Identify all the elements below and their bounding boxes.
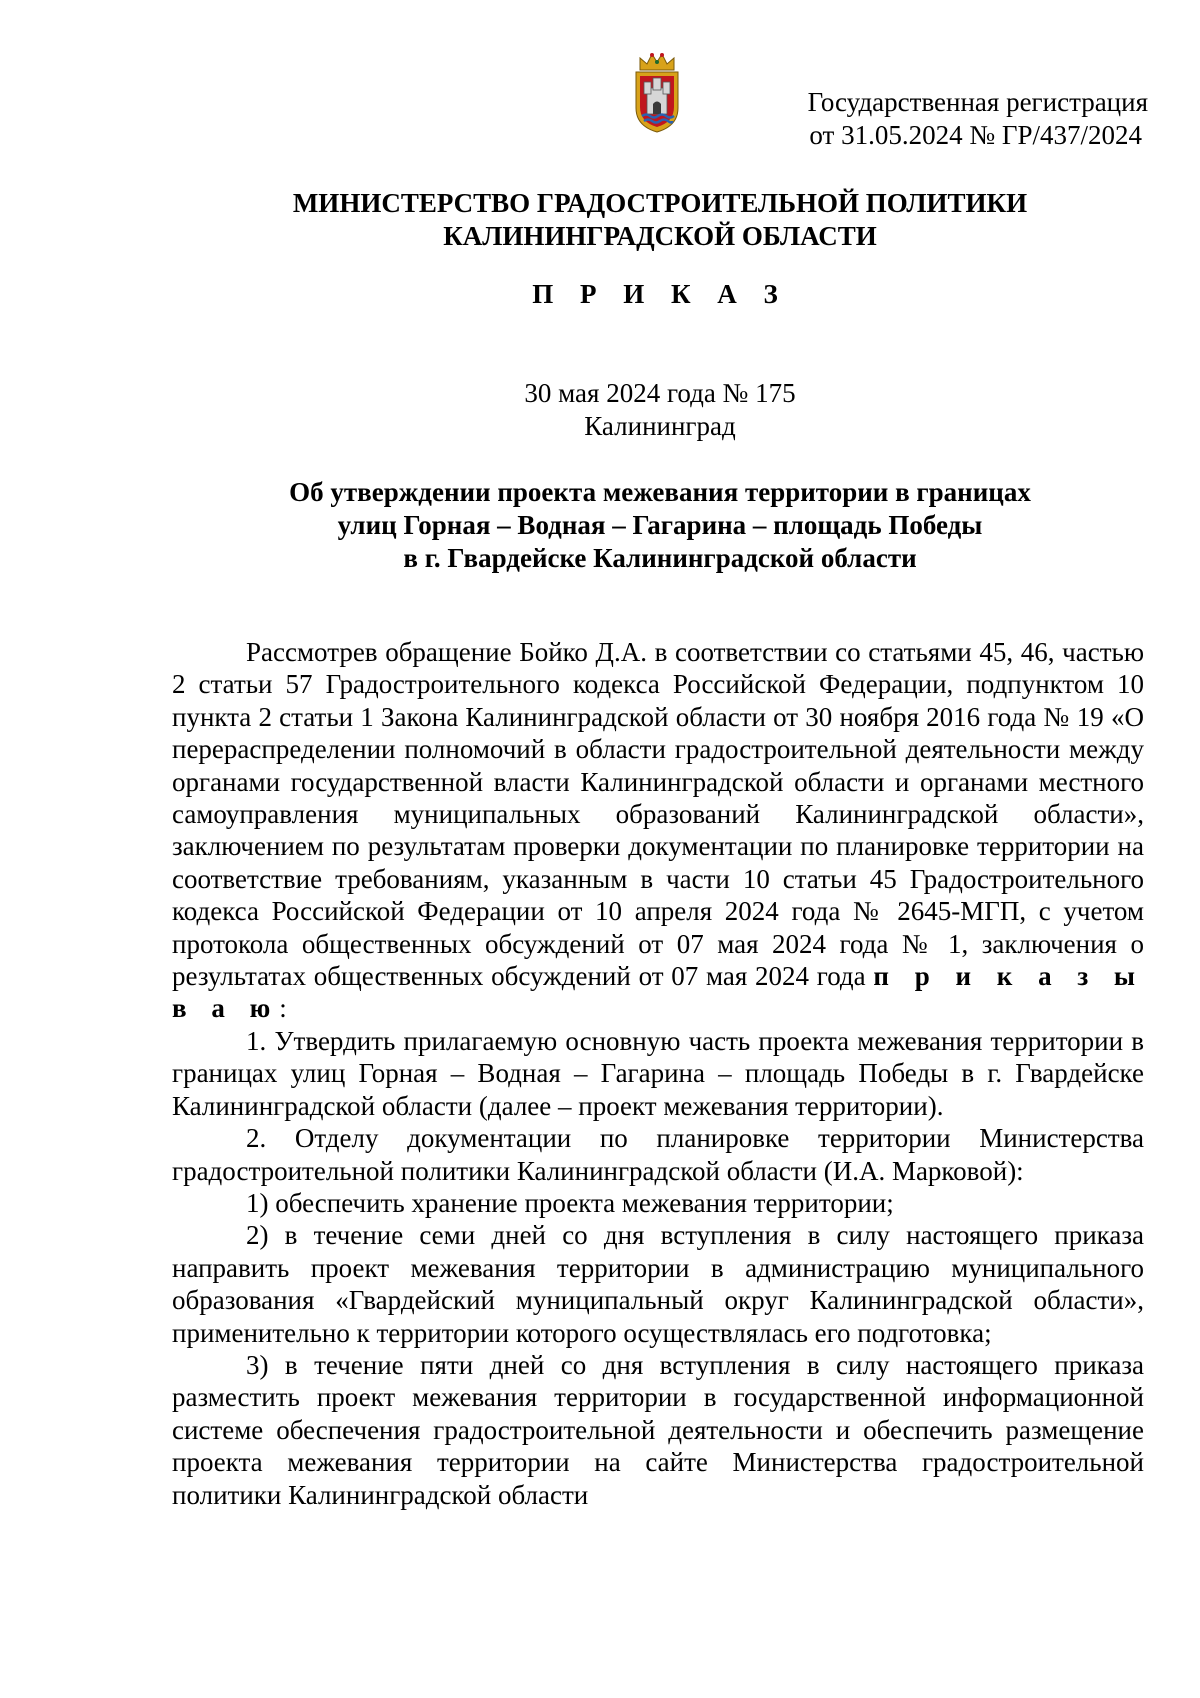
registration-stamp	[808, 86, 1148, 152]
order-word: п р и к а з ы в а ю	[172, 961, 1145, 1024]
ministry-title-line-2: КАЛИНИНГРАДСКОЙ ОБЛАСТИ	[443, 221, 877, 251]
order-body	[172, 636, 1144, 1511]
order-title: П Р И К А З	[532, 279, 788, 309]
order-date-block	[170, 377, 1150, 443]
item-2-subitem-1: 1) обеспечить хранение проекта межевания территории;	[246, 1187, 894, 1218]
ministry-title-line-1: МИНИСТЕРСТВО ГРАДОСТРОИТЕЛЬНОЙ ПОЛИТИКИ	[292, 188, 1028, 218]
item-2-subitem-2: 2) в течение семи дней со дня вступления в силу настоящего приказа направить проект межевания территории в администрацию муниципального образования «Гвардейский муниципальный округ Калининградской области», применительно к территории которого осуществлялась его подготовка;	[172, 1220, 1144, 1348]
order-subject-line-1: Об утверждении проекта межевания территории в границах	[289, 477, 1031, 507]
order-subject-line-3: в г. Гвардейске Калининградской области	[403, 543, 917, 573]
order-subject-line-2: улиц Горная – Водная – Гагарина – площадь Победы	[337, 510, 983, 540]
order-colon: :	[279, 993, 287, 1024]
registration-line-2: от 31.05.2024 № ГР/437/2024	[809, 120, 1142, 150]
preamble-paragraph	[172, 636, 1144, 1025]
order-date: 30 мая 2024 года № 175	[524, 378, 796, 408]
preamble-text: Рассмотрев обращение Бойко Д.А. в соответствии со статьями 45, 46, частью 2 статьи 57 Градостроительного кодекса Российской Федерации, подпунктом 10 пункта 2 статьи 1 Закона Калининградской области от 30 ноября 2016 года № 19 «О перераспределении полномочий в области градостроительной деятельности между органами государственной власти Калининградской области и органами местного самоуправления муниципальных образований Калининградской области», заключением по результатам проверки документации по планировке территории на соответствие требованиям, указанным в части 10 статьи 45 Градостроительного кодекса Российской Федерации от 10 апреля 2024 года № 2645-МГП, с учетом протокола общественных обсуждений от 07 мая 2024 года № 1, заключения о результатах общественных обсуждений от 07 мая 2024 года	[172, 637, 1144, 992]
coat-of-arms-icon	[632, 50, 682, 134]
registration-line-1: Государственная регистрация	[807, 87, 1148, 117]
order-subject	[170, 476, 1150, 575]
item-2: 2. Отделу документации по планировке территории Министерства градостроительной политики Калининградской области (И.А. Марковой):	[172, 1123, 1144, 1186]
ministry-title	[170, 187, 1150, 253]
item-1: 1. Утвердить прилагаемую основную часть проекта межевания территории в границах улиц Горная – Водная – Гагарина – площадь Победы в г. Гвардейске Калининградской области (далее – проект межевания территории).	[172, 1025, 1144, 1121]
item-2-subitem-3: 3) в течение пяти дней со дня вступления в силу настоящего приказа разместить проект межевания территории в государственной информационной системе обеспечения градостроительной деятельности и обеспечить размещение проекта межевания территории на сайте Министерства градостроительной политики Калининградской области	[172, 1349, 1144, 1510]
order-city: Калининград	[584, 411, 736, 441]
